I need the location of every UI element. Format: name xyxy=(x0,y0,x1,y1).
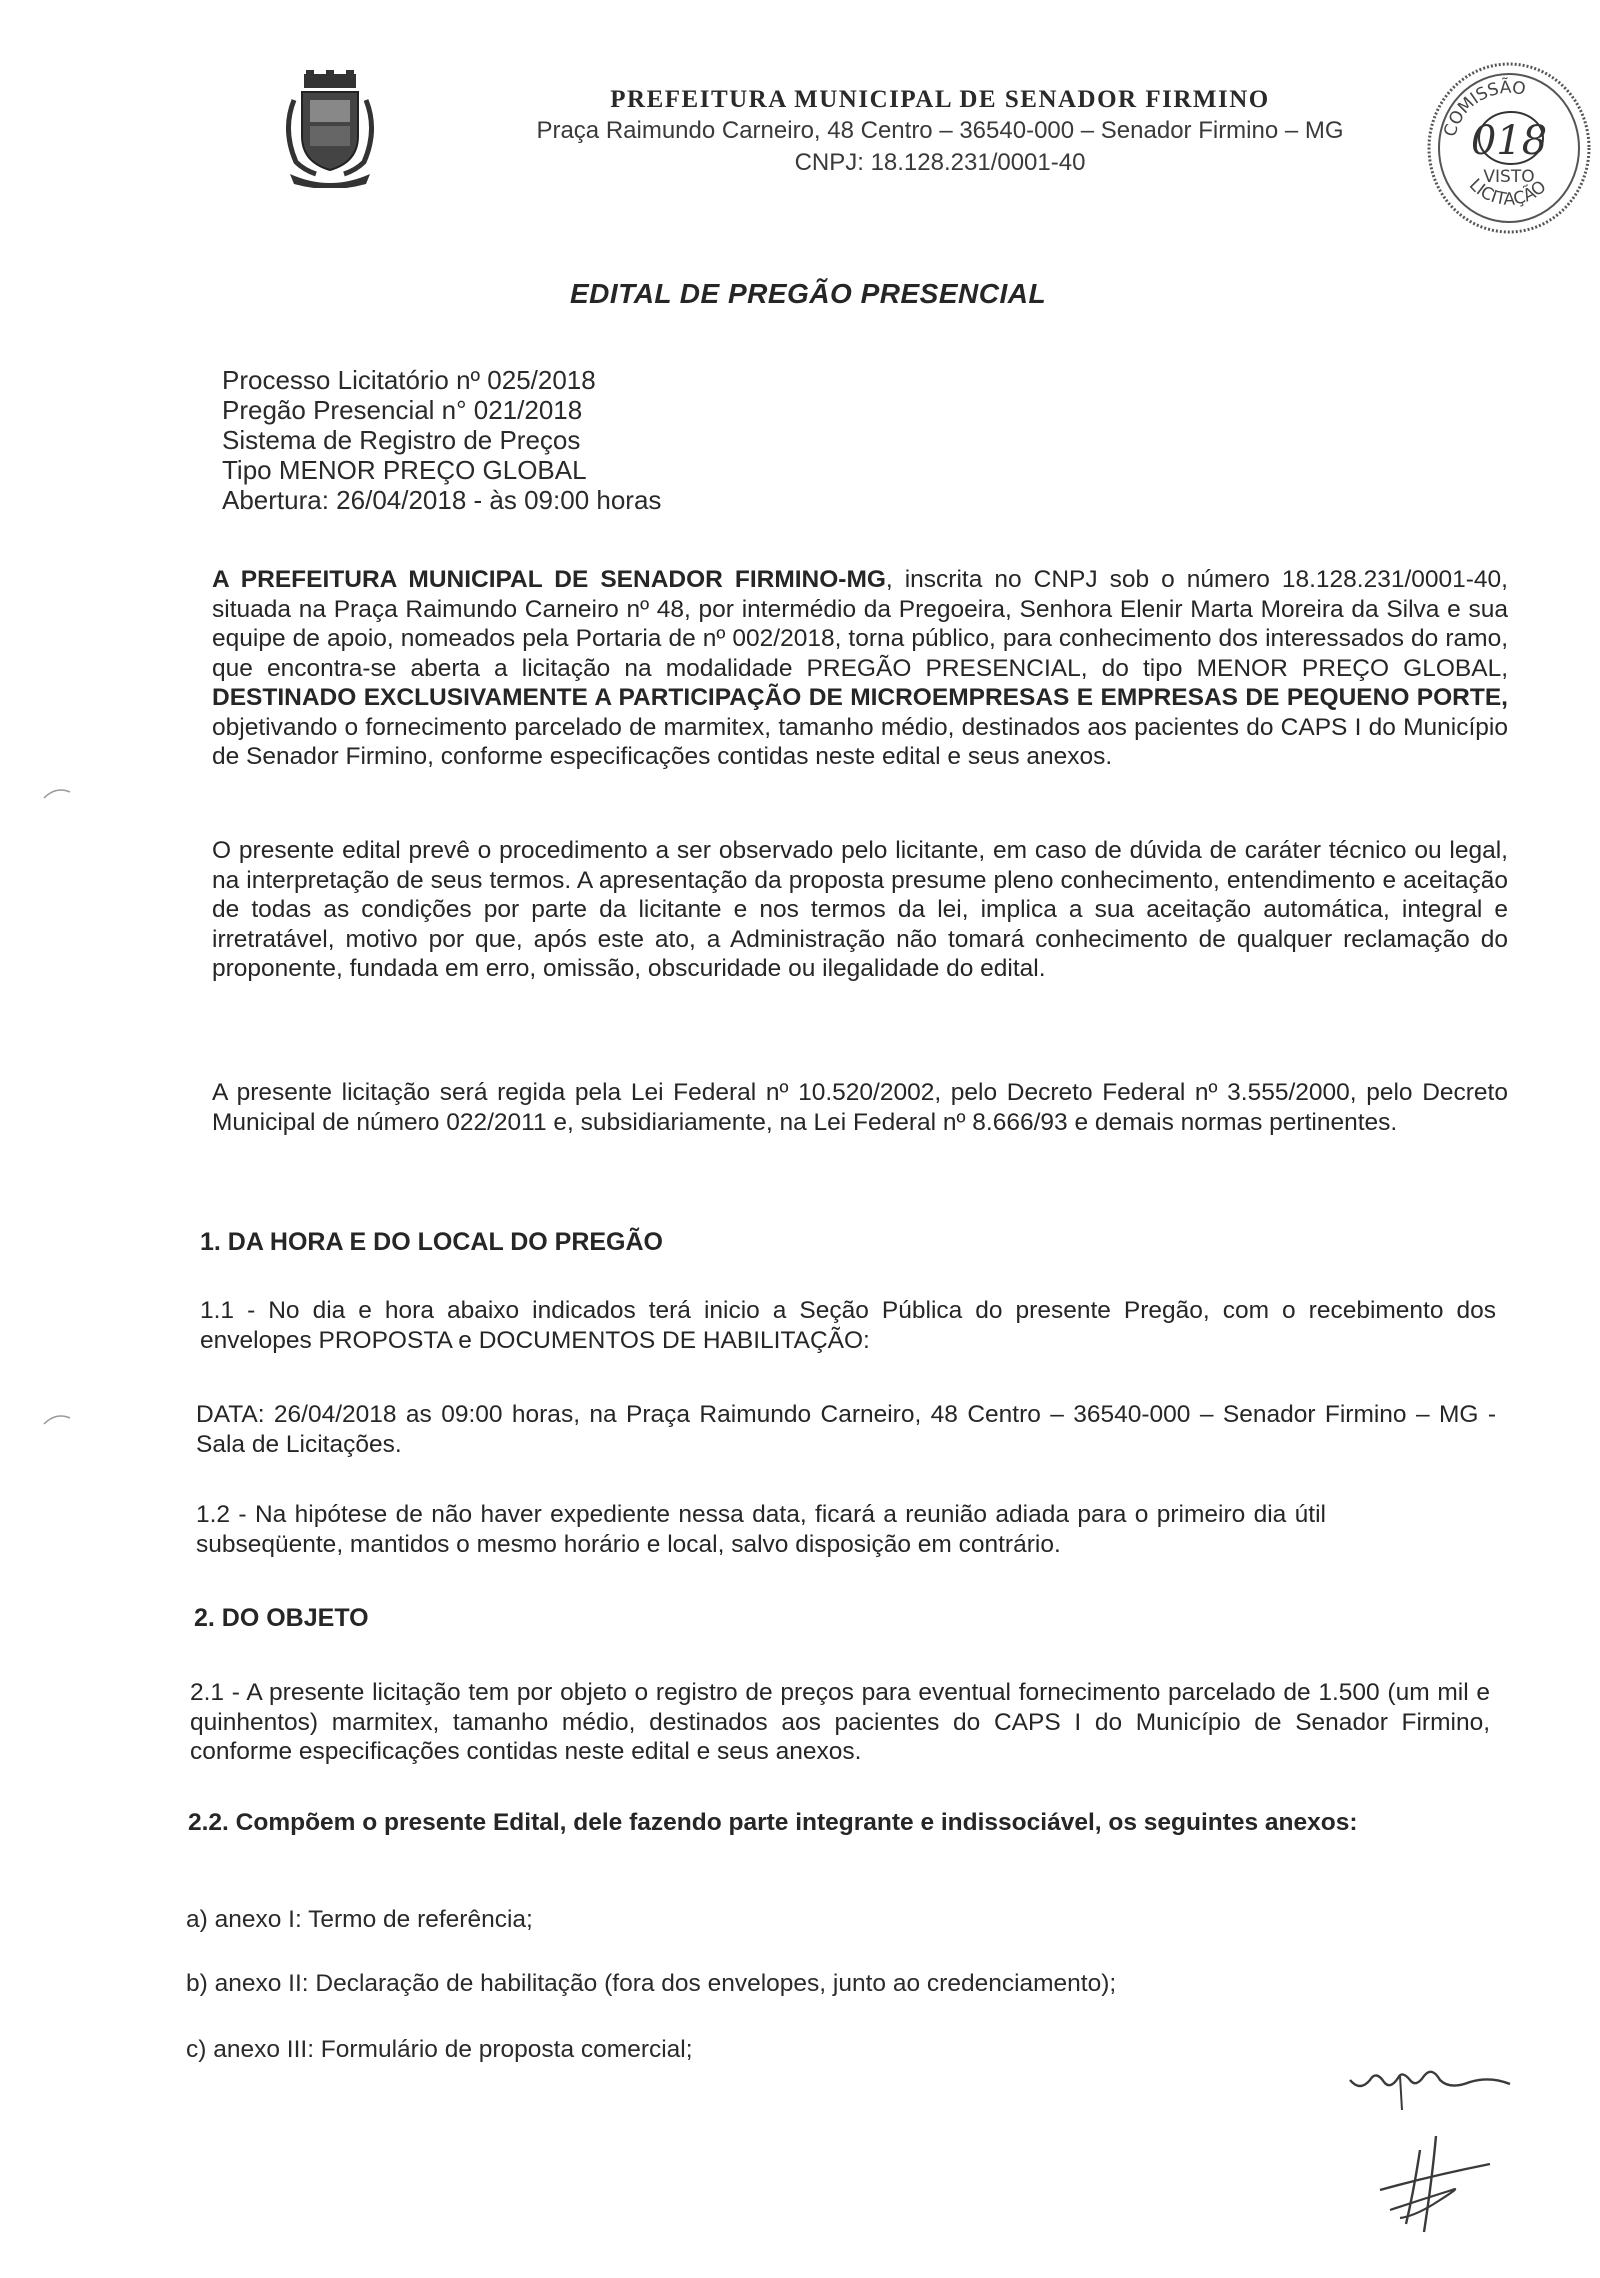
section1-p2: DATA: 26/04/2018 as 09:00 horas, na Praça Raimundo Carneiro, 48 Centro – 36540-000 – Senador Firmino – MG - Sala de Licitações. xyxy=(196,1401,1496,1458)
org-name: PREFEITURA MUNICIPAL DE SENADOR FIRMINO xyxy=(610,86,1270,113)
annex-item: b) anexo II: Declaração de habilitação (fora dos envelopes, junto ao credenciamento); xyxy=(186,1970,1117,1997)
section2-p1: 2.1 - A presente licitação tem por objeto o registro de preços para eventual fornecimento parcelado de 1.500 (um mil e quinhentos) marmitex, tamanho médio, destinados aos pacientes do CAPS I do Município de Senador Firmino, conforme especificações contidas neste edital e seus anexos. xyxy=(190,1679,1490,1765)
org-cnpj: CNPJ: 18.128.231/0001-40 xyxy=(794,149,1086,176)
section2-p2: 2.2. Compõem o presente Edital, dele fazendo parte integrante e indissociável, os seguintes anexos: xyxy=(188,1809,1358,1836)
meta-process: Processo Licitatório nº 025/2018 xyxy=(222,365,596,395)
intro-bold-start: A PREFEITURA MUNICIPAL DE SENADOR FIRMINO-MG xyxy=(212,566,886,593)
stamp-number: 018 xyxy=(1470,118,1548,164)
margin-mark xyxy=(42,1412,72,1426)
annex-item: c) anexo III: Formulário de proposta comercial; xyxy=(186,2036,693,2063)
stamp-bottom-text: LICITAÇÃO xyxy=(1464,175,1551,210)
legal-basis-paragraph: A presente licitação será regida pela Lei Federal nº 10.520/2002, pelo Decreto Federal nº 3.555/2000, pelo Decreto Municipal de número 022/2011 e, subsidiariamente, na Lei Federal nº 8.666/93 e demais normas pertinentes. xyxy=(212,1079,1508,1136)
margin-mark xyxy=(42,786,72,800)
meta-pregao: Pregão Presencial n° 021/2018 xyxy=(222,395,583,425)
org-address: Praça Raimundo Carneiro, 48 Centro – 36540-000 – Senador Firmino – MG xyxy=(536,117,1344,144)
handwritten-signature xyxy=(1340,2040,1530,2240)
process-meta xyxy=(222,365,661,515)
meta-type: Tipo MENOR PREÇO GLOBAL xyxy=(222,455,587,485)
intro-paragraph xyxy=(212,565,1508,772)
commission-stamp xyxy=(1424,58,1594,236)
section2-heading: 2. DO OBJETO xyxy=(194,1604,369,1632)
intro-part2: objetivando o fornecimento parcelado de marmitex, tamanho médio, destinados aos pacientes do CAPS I do Município de Senador Firmino, conforme especificações contidas neste edital e seus anexos. xyxy=(212,713,1508,770)
stamp-middle-text: VISTO xyxy=(1483,167,1535,187)
stamp-top-text: COMISSÃO xyxy=(1440,77,1527,140)
section1-heading: 1. DA HORA E DO LOCAL DO PREGÃO xyxy=(200,1228,664,1256)
annex-item: a) anexo I: Termo de referência; xyxy=(186,1906,533,1933)
meta-opening: Abertura: 26/04/2018 - às 09:00 horas xyxy=(222,485,662,515)
procedure-paragraph: O presente edital prevê o procedimento a ser observado pelo licitante, em caso de dúvida de caráter técnico ou legal, na interpretação de seus termos. A apresentação da proposta presume pleno conhecimento, entendimento e aceitação de todas as condições por parte da licitante e nos termos da lei, implica a sua aceitação automática, integral e irretratável, motivo por que, após este ato, a Administração não tomará conhecimento de qualquer reclamação do proponente, fundada em erro, omissão, obscuridade ou ilegalidade do edital. xyxy=(212,837,1508,982)
document-title: EDITAL DE PREGÃO PRESENCIAL xyxy=(570,278,1047,309)
section1-p1: 1.1 - No dia e hora abaixo indicados terá inicio a Seção Pública do presente Pregão, com o recebimento dos envelopes PROPOSTA e DOCUMENTOS DE HABILITAÇÃO: xyxy=(200,1297,1496,1354)
section1-p3: 1.2 - Na hipótese de não haver expediente nessa data, ficará a reunião adiada para o primeiro dia útil subseqüente, mantidos o mesmo horário e local, salvo disposição em contrário. xyxy=(196,1501,1326,1558)
intro-bold-mid: DESTINADO EXCLUSIVAMENTE A PARTICIPAÇÃO DE MICROEMPRESAS E EMPRESAS DE PEQUENO PORTE, xyxy=(212,684,1508,711)
municipal-crest-icon xyxy=(282,70,378,188)
letterhead xyxy=(440,86,1440,178)
intro-part1: , inscrita no CNPJ sob o número 18.128.231/0001-40, situada na Praça Raimundo Carneiro nº 48, por intermédio da Pregoeira, Senhora Elenir Marta Moreira da Silva e sua equipe de apoio, nomeados pela Portaria de nº 002/2018, torna público, para conhecimento dos interessados do ramo, que encontra-se aberta a licitação na modalidade PREGÃO PRESENCIAL, do tipo MENOR PREÇO GLOBAL, xyxy=(212,566,1508,682)
meta-system: Sistema de Registro de Preços xyxy=(222,425,581,455)
